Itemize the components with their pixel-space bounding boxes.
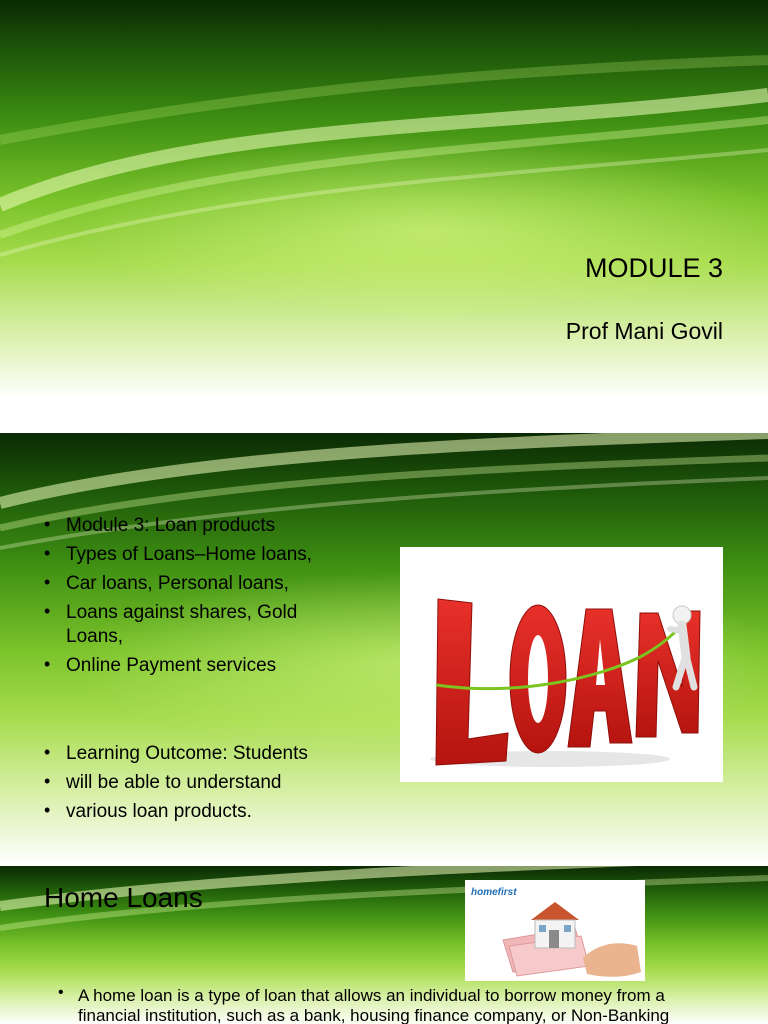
slide-gap <box>0 398 768 433</box>
slide-title-text: Home Loans <box>44 882 203 913</box>
loan-illustration <box>400 547 723 782</box>
list-item: • various loan products. <box>44 800 344 824</box>
slide-title-text: MODULE 3 <box>584 253 723 283</box>
list-item: • Learning Outcome: Students <box>44 742 344 766</box>
home-loan-illustration <box>465 880 645 981</box>
slide-subtitle-text: Prof Mani Govil <box>565 318 723 344</box>
list-item: • will be able to understand <box>44 771 344 795</box>
svg-text:homefirst: homefirst <box>471 887 517 898</box>
bullet-list-home-loans <box>58 986 718 1024</box>
slide-home-loans <box>0 866 768 1024</box>
list-item: • Online Payment services <box>44 654 344 678</box>
house-money-icon <box>465 880 645 981</box>
loan-figure-icon <box>400 547 723 782</box>
bullet-list-topics <box>44 514 344 683</box>
list-item: • Types of Loans–Home loans, <box>44 543 344 567</box>
list-item: • Module 3: Loan products <box>44 514 344 538</box>
list-item: • Car loans, Personal loans, <box>44 572 344 596</box>
bullet-list-outcome <box>44 742 344 829</box>
list-item: • Loans against shares, Gold Loans, <box>44 601 344 649</box>
list-item: • A home loan is a type of loan that allows an individual to borrow money from a financial institution, such as a bank, housing finance company, or Non-Banking <box>58 986 718 1024</box>
slide-module-overview <box>0 433 768 865</box>
slide-title <box>0 0 768 398</box>
